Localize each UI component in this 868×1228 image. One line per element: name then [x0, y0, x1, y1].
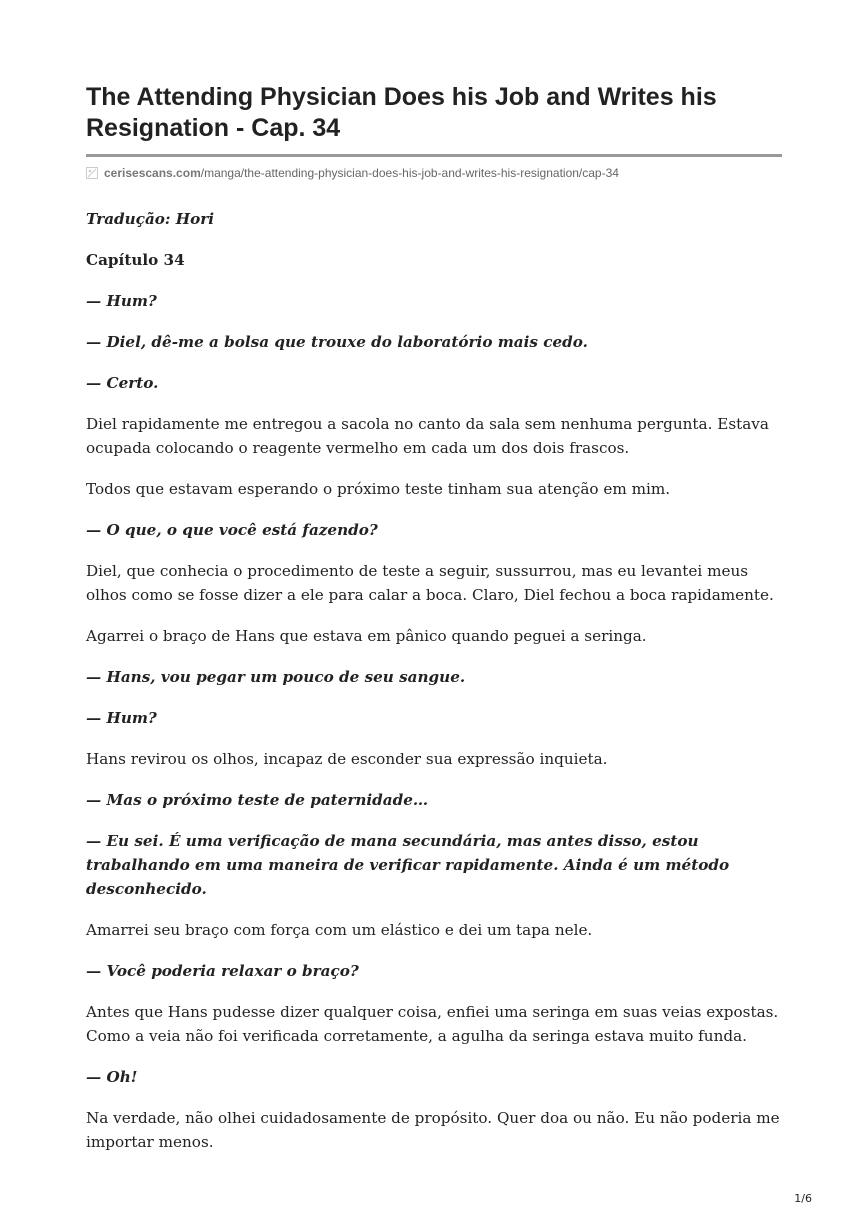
paragraph: Agarrei o braço de Hans que estava em pânico quando peguei a seringa. — [86, 627, 647, 645]
paragraph: — O que, o que você está fazendo? — [86, 521, 378, 539]
site-favicon-icon — [86, 167, 98, 179]
paragraph: — Oh! — [86, 1068, 138, 1086]
paragraph: Tradução: Hori — [86, 210, 215, 228]
paragraph: — Hum? — [86, 709, 157, 727]
source-domain[interactable]: cerisescans.com — [104, 166, 201, 180]
page-number: 1/6 — [794, 1192, 812, 1205]
source-path[interactable]: /manga/the-attending-physician-does-his-job-and-writes-his-resignation/cap-34 — [200, 166, 619, 180]
paragraph: — Você poderia relaxar o braço? — [86, 962, 359, 980]
paragraph: — Certo. — [86, 374, 159, 392]
paragraph: Diel rapidamente me entregou a sacola no canto da sala sem nenhuma pergunta. Estava ocupada colocando o reagente vermelho em cada um dos dois frascos. — [86, 415, 769, 457]
paragraph: Capítulo 34 — [86, 251, 185, 269]
paragraph: Na verdade, não olhei cuidadosamente de propósito. Quer doa ou não. Eu não poderia me importar menos. — [86, 1109, 780, 1151]
paragraph: — Mas o próximo teste de paternidade… — [86, 791, 429, 809]
paragraph: — Diel, dê-me a bolsa que trouxe do laboratório mais cedo. — [86, 333, 588, 351]
paragraph: — Hum? — [86, 292, 157, 310]
document-page — [86, 82, 782, 1171]
paragraph: Todos que estavam esperando o próximo teste tinham sua atenção em mim. — [86, 480, 671, 498]
paragraph: Diel, que conhecia o procedimento de teste a seguir, sussurrou, mas eu levantei meus olhos como se fosse dizer a ele para calar a boca. Claro, Diel fechou a boca rapidamente. — [86, 562, 774, 604]
source-url[interactable] — [86, 166, 782, 180]
document-body — [86, 207, 782, 1154]
paragraph: — Eu sei. É uma verificação de mana secundária, mas antes disso, estou trabalhando em uma maneira de verificar rapidamente. Ainda é um método desconhecido. — [86, 832, 730, 898]
document-title: The Attending Physician Does his Job and Writes his Resignation - Cap. 34 — [86, 82, 782, 157]
paragraph: — Hans, vou pegar um pouco de seu sangue. — [86, 668, 466, 686]
paragraph: Hans revirou os olhos, incapaz de esconder sua expressão inquieta. — [86, 750, 608, 768]
paragraph: Antes que Hans pudesse dizer qualquer coisa, enfiei uma seringa em suas veias expostas. Como a veia não foi verificada corretamente, a agulha da seringa estava muito funda. — [86, 1003, 779, 1045]
paragraph: Amarrei seu braço com força com um elástico e dei um tapa nele. — [86, 921, 593, 939]
